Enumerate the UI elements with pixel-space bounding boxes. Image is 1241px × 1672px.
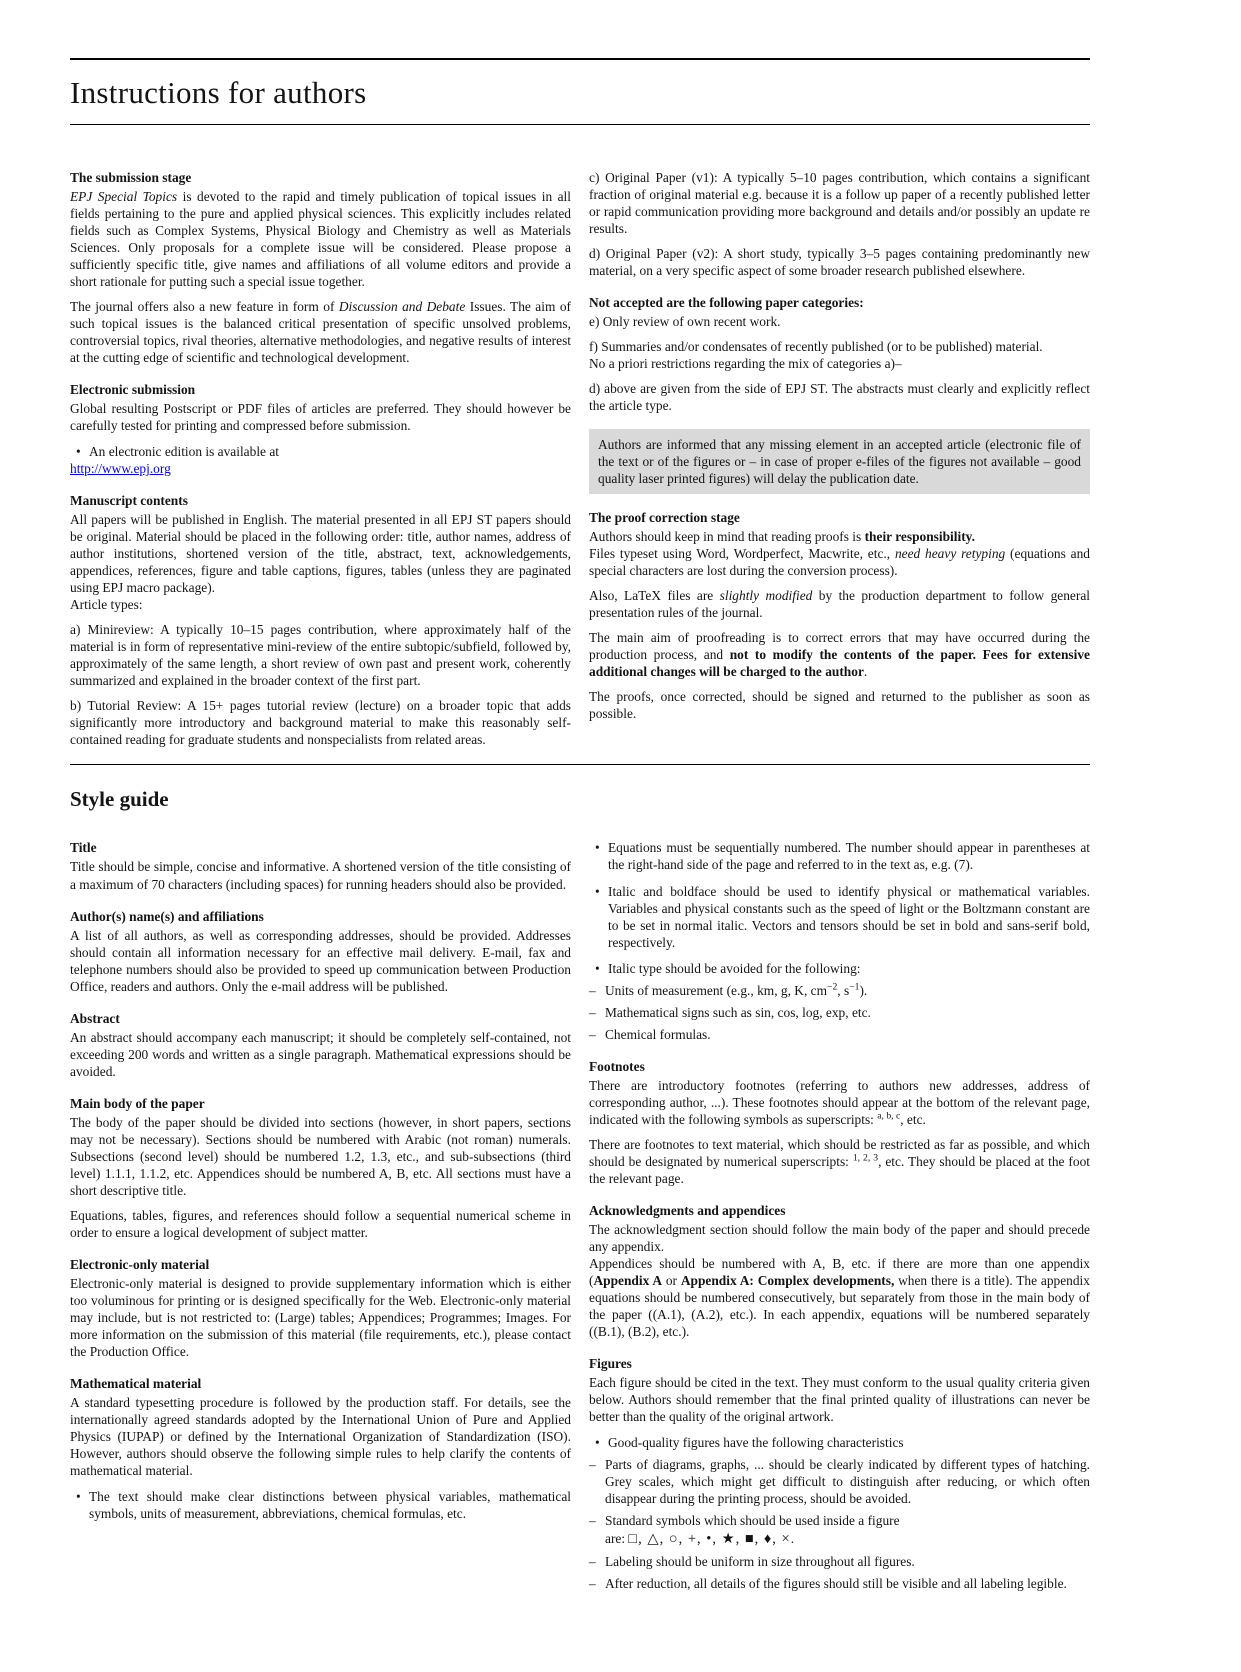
paragraph [589,587,1090,621]
list-item-text [605,983,867,998]
text-run: ). [859,982,868,998]
text-run: , etc. [900,1111,926,1127]
text-run: Global resulting Postscript or PDF files of articles are preferred. They should however be carefully tested for printing and compressed before submission. [70,401,571,434]
bullet-item [589,883,1090,951]
text-run: Appendix A [593,1272,663,1288]
text-run: −2 [827,981,838,993]
text-run: Not accepted are the following paper categories: [589,295,864,311]
section-heading [70,1095,571,1112]
text-run: are: [605,1531,629,1546]
list-item-text [605,1513,900,1528]
paragraph [70,1275,571,1360]
paragraph [589,313,1090,330]
list-item-text [608,961,861,976]
text-run: Author(s) name(s) and affiliations [70,908,264,924]
text-run: not to modify the contents of the paper. Fees for extensive additional changes will be charged to the author [589,647,1090,680]
section-heading [70,169,571,186]
text-run: Mathematical material [70,1375,202,1391]
text-run: The proofs, once corrected, should be signed and returned to the publisher as soon as possible. [589,689,1090,722]
text-run: No a priori restrictions regarding the mix of categories a)– [589,356,902,372]
style-guide-section [70,839,1090,1592]
paragraph [589,545,1090,579]
list-item-text [605,1554,915,1569]
dash-item [589,1004,1090,1021]
text-run: Figures [589,1355,632,1371]
text-run: Parts of diagrams, graphs, ... should be clearly indicated by different types of hatching. Grey scales, which might get difficult to distinguish after reducing, or which often disappear during the printing process, should be avoided. [605,1456,1090,1506]
text-run: Labeling should be uniform in size throughout all figures. [605,1554,915,1570]
top-rule [70,58,1090,60]
paragraph [70,188,571,290]
text-run: An abstract should accompany each manuscript; it should be completely self-contained, not exceeding 200 words and written as a single paragraph. Mathematical expressions should be avoided. [70,1029,571,1079]
text-run: The text should make clear distinctions between physical variables, mathematical symbols, units of measurement, abbreviations, chemical formulas, etc. [89,1488,571,1521]
dash-item [589,982,1090,999]
list-item-text [89,1489,571,1521]
text-run: The acknowledgment section should follow the main body of the paper and should precede any appendix. [589,1221,1090,1254]
list-item-text [608,884,1090,950]
paragraph [589,629,1090,680]
text-run: Italic type should be avoided for the following: [608,960,861,976]
text-run: slightly modified [719,588,813,604]
submission-section [70,169,1090,748]
text-run: Standard symbols which should be used inside a figure [605,1512,900,1528]
paragraph [70,400,571,434]
paragraph [589,380,1090,414]
epj-website-link[interactable] [70,461,171,476]
section-heading [70,492,571,509]
text-run: Mathematical signs such as sin, cos, log, exp, etc. [605,1004,871,1020]
text-run: . [863,664,868,680]
list-item-text [605,1457,1090,1506]
text-run: A list of all authors, as well as corresponding addresses, should be provided. Addresses should contain all information necessary for an effective mail delivery. E-mail, fax and telephone numbers should also be provided to speed up communication between Production Office, readers and authors. Only the e-mail address will be published. [70,927,571,994]
text-run: The proof correction stage [589,510,740,526]
text-run: f) Summaries and/or condensates of recently published (or to be published) material. [589,339,1043,355]
text-run: . [790,1531,795,1546]
bullet-marker: • [595,840,600,856]
text-run: Footnotes [589,1058,645,1074]
text-run: A standard typesetting procedure is followed by the production staff. For details, see the internationally agreed standards adopted by the International Union of Pure and Applied Physics (IUPAP) or defined by the International Organization of Standardization (ISO). However, authors should observe the following simple rules to help clarify the contents of mathematical material. [70,1394,571,1478]
note-box [589,429,1090,494]
text-run: There are introductory footnotes (referring to authors new addresses, address of corresponding author, ...). These footnotes should appear at the bottom of the relevant page, indicated with the following symbols as superscripts: [589,1077,1090,1127]
section-heading [70,381,571,398]
paragraph [70,1394,571,1479]
section-heading [589,1058,1090,1075]
paragraph [589,338,1090,355]
dash-item [589,1512,1090,1529]
list-item-text [605,1576,1067,1591]
section-heading [70,1010,571,1027]
list-item-text [605,1027,711,1042]
dash-marker: – [589,1576,596,1592]
text-run: There are footnotes to text material, which should be restricted as far as possible, and which should be designated by numerical superscripts: [589,1136,1090,1169]
text-run: −1 [849,981,860,993]
text-run: Also, LaTeX files are [589,588,720,604]
text-run: Electronic-only material [70,1256,210,1272]
paragraph [589,355,1090,372]
text-run: Units of measurement (e.g., km, g, K, cm [605,982,828,998]
text-run: http://www.epj.org [70,461,171,477]
text-run: Appendix A: Complex developments, [680,1272,895,1288]
dash-item [589,1575,1090,1592]
style-guide-right-column [589,839,1090,1592]
text-run: The body of the paper should be divided into sections (however, in short papers, sections may not be necessary). Sections should be numbered with Arabic (not roman) numerals. Subsections (second level) should be numbered 1.2, 1.3, etc., and sub-subsections (third level) 1.1.1, 1.1.2, etc. Appendices should be numbered A, B, etc. All sections must have a short descriptive title. [70,1114,571,1198]
paragraph [70,621,571,689]
dash-item [589,1456,1090,1507]
bullet-marker: • [595,960,600,976]
text-run: d) above are given from the side of EPJ ST. The abstracts must clearly and explicitly reflect the article type. [589,381,1090,414]
text-run: Authors should keep in mind that reading proofs is [589,529,865,545]
text-run: Discussion and Debate [338,299,466,315]
text-run: , s [837,982,850,998]
text-run: Article types: [70,597,143,613]
text-run: The journal offers also a new feature in form of [70,299,339,315]
text-run: Abstract [70,1010,120,1026]
figure-symbols: □, △, ○, +, •, ★, ■, ♦, × [628,1531,791,1547]
text-run: Appendices should be numbered with A, B, etc. if there are more than one appendix ( [589,1255,1090,1288]
text-run: need heavy retyping [894,546,1006,562]
section-heading [589,294,1090,311]
section-heading [70,1256,571,1273]
text-run: when there is a title). The appendix equations should be numbered consecutively, but separately from those in the main body of the paper ((A.1), (A.2), etc.). In each appendix, equations will be numbered separately ((B.1), (B.2), etc.). [589,1272,1090,1339]
text-run: An electronic edition is available at [89,444,279,460]
paragraph [70,1114,571,1199]
text-run: their responsibility. [864,529,975,545]
text-run: EPJ Special Topics [70,189,178,205]
list-item-text [608,840,1090,872]
style-guide-left-column [70,839,571,1592]
section-heading [70,908,571,925]
figure-symbols-line [589,1530,1090,1548]
paragraph [70,511,571,596]
text-run: Electronic-only material is designed to provide supplementary information which is either too voluminous for printing or is designed specifically for the Web. Electronic-only material may include, but is not restricted to: (Large) tables; Appendices; Programmes; Images. For more information on the submission of this material (file requirements, etc.), please contact the Production Office. [70,1275,571,1359]
text-run: After reduction, all details of the figures should still be visible and all labeling legible. [605,1576,1067,1592]
text-run: a, b, c [877,1110,901,1122]
title-rule [70,124,1090,125]
dash-marker: – [589,1456,596,1472]
bullet-marker: • [595,1434,600,1450]
text-run: by the production department to follow general presentation rules of the journal. [589,588,1090,621]
text-run: is devoted to the rapid and timely publication of topical issues in all fields pertaining to the pure and applied physical sciences. This explicitly includes related fields such as Complex Systems, Physical Biology and Chemistry as well as Materials Sciences. Only proposals for a complete issue will be considered. Please propose a sufficiently specific title, give names and affiliations of all volume editors and provide a short rationale for putting such a special issue together. [70,189,571,290]
bullet-item [589,960,1090,977]
paragraph [589,1255,1090,1340]
dash-marker: – [589,1512,596,1528]
paragraph [70,1207,571,1241]
paragraph [589,528,1090,545]
text-run: Authors are informed that any missing element in an accepted article (electronic file of the text or of the figures or – in case of proper e-files of the figures not available – good quality laser printed figures) will delay the publication date. [598,437,1081,487]
section-heading [589,1202,1090,1219]
bullet-item [70,443,571,460]
text-run: Each figure should be cited in the text. They must conform to the usual quality criteria given below. Authors should remember that the final printed quality of illustrations can never be better than the quality of the original artwork. [589,1374,1090,1424]
bullet-item [70,1488,571,1522]
text-run: (equations and special characters are lost during the conversion process). [589,546,1090,579]
text-run: Equations must be sequentially numbered. The number should appear in parentheses at the right-hand side of the page and referred to in the text as, e.g. (7). [608,840,1090,873]
text-run: Acknowledgments and appendices [589,1202,786,1218]
section-heading [589,509,1090,526]
bullet-marker: • [76,444,81,460]
section-heading [70,1375,571,1392]
paragraph [70,858,571,892]
text-run: Main body of the paper [70,1095,205,1111]
section-divider-rule [70,764,1090,765]
text-run: Title [70,840,97,856]
submission-right-column [589,169,1090,748]
text-run: Good-quality figures have the following characteristics [608,1434,904,1450]
text-run: The submission stage [70,170,192,185]
page-title: Instructions for authors [70,75,367,110]
text-run: or [662,1272,681,1288]
text-run: c) Original Paper (v1): A typically 5–10 pages contribution, which contains a significant fraction of original material e.g. because it is a follow up paper of a recently published letter or rapid communication providing more background and details and/or possibly an update re results. [589,170,1090,237]
dash-item [589,1026,1090,1043]
text-run: a) Minireview: A typically 10–15 pages contribution, where approximately half of the material is in form of representative mini-review of the entire subtopic/subfield, followed by, approximately of the same length, a short review of own past and present work, coherently summarized and explained in the broader context of the first part. [70,622,571,689]
style-guide-title: Style guide [70,787,169,812]
paragraph [70,1029,571,1080]
text-run: The main aim of proofreading is to correct errors that may have occurred during the production process, and [589,630,1090,663]
section-heading [589,1355,1090,1372]
text-run: Electronic submission [70,382,196,398]
text-run: Files typeset using Word, Wordperfect, Macwrite, etc., [589,546,895,562]
bullet-marker: • [76,1488,81,1504]
bullet-item [589,839,1090,873]
text-run: 1, 2, 3 [852,1152,879,1164]
list-item-text [605,1005,871,1020]
list-item-text [608,1435,904,1450]
bullet-item [589,1434,1090,1451]
dash-marker: – [589,1004,596,1020]
paragraph [589,1136,1090,1187]
bullet-marker: • [595,883,600,899]
paragraph [589,245,1090,279]
paragraph [589,169,1090,237]
paragraph [589,1077,1090,1128]
dash-marker: – [589,982,596,998]
text-run: Italic and boldface should be used to identify physical or mathematical variables. Variables and physical constants such as the speed of light or the Boltzmann constant are to be set in normal italic. Vectors and tensors should be set in bold and sans-serif bold, respectively. [608,883,1090,950]
text-run: e) Only review of own recent work. [589,314,781,330]
paragraph [589,1374,1090,1425]
text-run: Title should be simple, concise and informative. A shortened version of the title consisting of a maximum of 70 characters (including spaces) for running headers should also be provided. [70,859,571,892]
section-heading [70,839,571,856]
paragraph [589,688,1090,722]
text-run: Chemical formulas. [605,1026,711,1042]
text-run: b) Tutorial Review: A 15+ pages tutorial review (lecture) on a broader topic that adds significantly more introductory and background material to make this reasonably self-contained reading for graduate students and nonspecialists from related areas. [70,698,571,748]
dash-marker: – [589,1554,596,1570]
paragraph [70,927,571,995]
list-item-text [89,444,279,459]
text-run: d) Original Paper (v2): A short study, typically 3–5 pages containing predominantly new material, on a very specific aspect of some broader research published elsewhere. [589,246,1090,279]
dash-item [589,1553,1090,1570]
text-run: Manuscript contents [70,493,188,509]
text-run: All papers will be published in English. The material presented in all EPJ ST papers should be original. Material should be placed in the following order: title, author names, address of author institutions, shortened version of the title, abstract, text, acknowledgements, appendices, references, figure and table captions, figures, tables (unless they are paginated using EPJ macro package). [70,512,571,596]
paragraph [70,298,571,366]
text-run: , etc. They should be placed at the foot the relevant page. [589,1153,1090,1186]
link-line [70,460,571,477]
dash-marker: – [589,1026,596,1042]
paragraph [589,1221,1090,1255]
submission-left-column [70,169,571,748]
text-run: Issues. The aim of such topical issues is the balanced critical presentation of specific unsolved problems, controversial topics, rival theories, alternative methodologies, and negative results of interest at the cutting edge of scientific and technological development. [70,299,571,366]
paragraph [70,697,571,748]
text-run: Equations, tables, figures, and references should follow a sequential numerical scheme in order to ensure a logical development of subject matter. [70,1207,571,1240]
paragraph [70,596,571,613]
